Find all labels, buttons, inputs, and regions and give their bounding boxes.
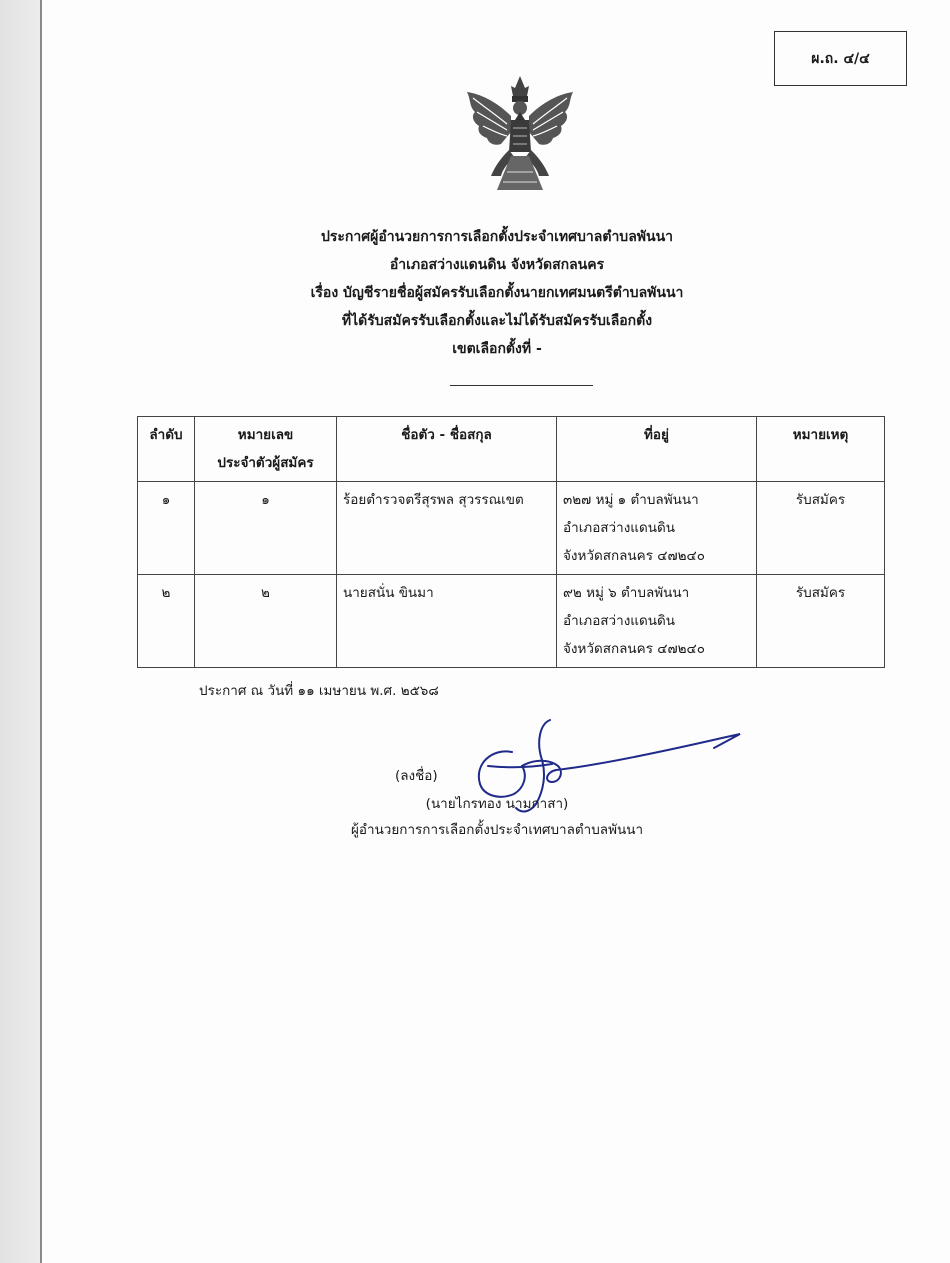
row-order: ๒ (138, 575, 195, 668)
address-line-3: จังหวัดสกลนคร ๔๗๒๔๐ (563, 548, 705, 564)
row-address (557, 575, 757, 668)
header-name: ชื่อตัว - ชื่อสกุล (337, 417, 557, 482)
heading-line-5: เขตเลือกตั้งที่ - (452, 341, 542, 357)
signer-position: ผู้อำนวยการการเลือกตั้งประจำเทศบาลตำบลพันนา (350, 822, 644, 838)
address-line-2: อำเภอสว่างแดนดิน (563, 613, 675, 629)
candidate-table (137, 416, 885, 668)
scan-margin (0, 0, 40, 1263)
row-candidate-number: ๑ (195, 482, 337, 575)
header-address: ที่อยู่ (557, 417, 757, 482)
address-line-2: อำเภอสว่างแดนดิน (563, 520, 675, 536)
address-line-1: ๓๒๗ หมู่ ๑ ตำบลพันนา (563, 492, 699, 508)
table-row (138, 482, 885, 575)
header-number-line-2: ประจำตัวผู้สมัคร (217, 455, 314, 471)
row-remark: รับสมัคร (757, 482, 885, 575)
signature-label: (ลงชื่อ) (395, 768, 438, 784)
heading-line-1: ประกาศผู้อำนวยการการเลือกตั้งประจำเทศบาลตำบลพันนา (320, 229, 674, 245)
address-line-1: ๙๒ หมู่ ๖ ตำบลพันนา (563, 585, 690, 601)
header-number-line-1: หมายเลข (237, 427, 294, 443)
heading-divider (450, 385, 593, 386)
header-candidate-number (195, 417, 337, 482)
row-order: ๑ (138, 482, 195, 575)
heading-line-4: ที่ได้รับสมัครรับเลือกตั้งและไม่ได้รับสมัครรับเลือกตั้ง (341, 313, 653, 329)
form-code-box: ผ.ถ. ๔/๔ (774, 31, 907, 86)
row-candidate-number: ๒ (195, 575, 337, 668)
table-row (138, 575, 885, 668)
row-candidate-name: นายสนั่น ขินมา (337, 575, 557, 668)
announce-date: ประกาศ ณ วันที่ ๑๑ เมษายน พ.ศ. ๒๕๖๘ (199, 683, 439, 699)
address-line-3: จังหวัดสกลนคร ๔๗๒๔๐ (563, 641, 705, 657)
signer-name: (นายไกรทอง นามกาสา) (425, 796, 569, 812)
row-candidate-name: ร้อยตำรวจตรีสุรพล สุวรรณเขต (337, 482, 557, 575)
header-remark: หมายเหตุ (757, 417, 885, 482)
header-order: ลำดับ (138, 417, 195, 482)
table-header-row (138, 417, 885, 482)
heading-line-3: เรื่อง บัญชีรายชื่อผู้สมัครรับเลือกตั้งนายกเทศมนตรีตำบลพันนา (310, 285, 684, 301)
row-remark: รับสมัคร (757, 575, 885, 668)
document-page (40, 0, 950, 1263)
heading-line-2: อำเภอสว่างแดนดิน จังหวัดสกลนคร (389, 257, 605, 273)
row-address (557, 482, 757, 575)
garuda-emblem-icon (461, 72, 579, 194)
